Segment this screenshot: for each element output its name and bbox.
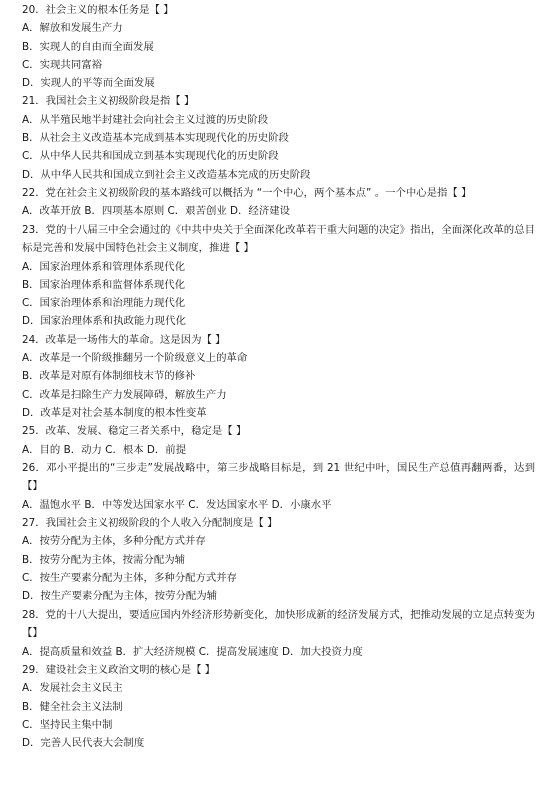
option-20-c: C．实现共同富裕 xyxy=(22,58,102,71)
question-28: 28．党的十八大提出，要适应国内外经济形势新变化，加快形成新的经济发展方式，把推动发展的立足点转变为【】 xyxy=(22,608,535,640)
option-23-c: C．国家治理体系和治理能力现代化 xyxy=(22,297,186,310)
option-27-b: B．按劳分配为主体，按需分配为辅 xyxy=(22,553,185,566)
option-29-c: C．坚持民主集中制 xyxy=(22,718,113,731)
option-23-b: B．国家治理体系和监督体系现代化 xyxy=(22,278,185,291)
option-27-c: C．按生产要素分配为主体，多种分配方式并存 xyxy=(22,572,238,585)
options-25: A．目的 B．动力 C．根本 D．前提 xyxy=(22,443,187,456)
option-21-b: B．从社会主义改造基本完成到基本实现现代化的历史阶段 xyxy=(22,132,289,145)
option-21-c: C．从中华人民共和国成立到基本实现现代化的历史阶段 xyxy=(22,150,279,163)
options-26: A．温饱水平 B．中等发达国家水平 C．发达国家水平 D．小康水平 xyxy=(22,498,332,511)
option-23-d: D．国家治理体系和执政能力现代化 xyxy=(22,315,186,328)
question-20: 20．社会主义的根本任务是【 】 xyxy=(22,4,174,16)
option-24-a: A．改革是一个阶级推翻另一个阶级意义上的革命 xyxy=(22,352,248,365)
option-20-d: D．实现人的平等而全面发展 xyxy=(22,77,155,90)
option-29-b: B．健全社会主义法制 xyxy=(22,700,123,713)
option-23-a: A．国家治理体系和管理体系现代化 xyxy=(22,260,185,273)
option-27-d: D．按生产要素分配为主体，按劳分配为辅 xyxy=(22,590,218,603)
question-22: 22．党在社会主义初级阶段的基本路线可以概括为 “一个中心，两个基本点” 。一个中心是指【 】 xyxy=(22,186,472,199)
option-24-b: B．改革是对原有体制细枝末节的修补 xyxy=(22,370,196,383)
option-29-a: A．发展社会主义民主 xyxy=(22,682,123,695)
option-20-b: B．实现人的自由而全面发展 xyxy=(22,40,154,53)
question-27: 27．我国社会主义初级阶段的个人收入分配制度是【 】 xyxy=(22,517,278,530)
question-25: 25．改革、发展、稳定三者关系中，稳定是【 】 xyxy=(22,425,247,438)
question-24: 24．改革是一场伟大的革命。这是因为【 】 xyxy=(22,333,226,346)
option-20-a: A．解放和发展生产力 xyxy=(22,22,123,35)
question-29: 29．建设社会主义政治文明的核心是【 】 xyxy=(22,663,216,676)
options-28: A．提高质量和效益 B．扩大经济规模 C．提高发展速度 D．加大投资力度 xyxy=(22,645,363,658)
option-29-d: D．完善人民代表大会制度 xyxy=(22,737,145,750)
question-21: 21．我国社会主义初级阶段是指【 】 xyxy=(22,95,195,108)
option-27-a: A．按劳分配为主体，多种分配方式并存 xyxy=(22,535,206,548)
option-21-a: A．从半殖民地半封建社会向社会主义过渡的历史阶段 xyxy=(22,113,269,126)
question-23: 23．党的十八届三中全会通过的《中共中央关于全面深化改革若干重大问题的决定》指出，全面深化改革的总目标是完善和发展中国特色社会主义制度，推进【 】 xyxy=(22,223,535,255)
option-24-d: D．改革是对社会基本制度的根本性变革 xyxy=(22,406,207,419)
option-24-c: C．改革是扫除生产力发展障碍，解放生产力 xyxy=(22,388,227,401)
question-26: 26．邓小平提出的“三步走”发展战略中，第三步战略目标是，到 21 世纪中叶，国民生产总值再翻两番，达到【】 xyxy=(22,461,535,493)
options-22: A．改革开放 B．四项基本原则 C．艰苦创业 D．经济建设 xyxy=(22,205,290,218)
option-21-d: D．从中华人民共和国成立到社会主义改造基本完成的历史阶段 xyxy=(22,168,311,181)
